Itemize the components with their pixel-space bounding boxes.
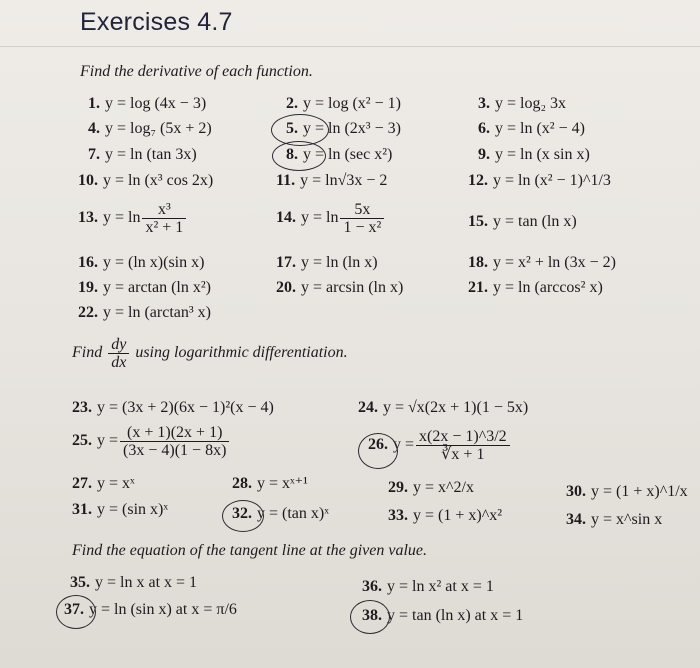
exercise-37: 37. y = ln (sin x) at x = π/6: [64, 601, 237, 618]
exercise-23: 23. y = (3x + 2)(6x − 1)²(x − 4): [72, 399, 274, 416]
exercise-15: 15. y = tan (ln x): [468, 213, 577, 230]
exercise-22: 22. y = ln (arctan³ x): [78, 304, 211, 321]
exercise-3: 3. y = log₂ 3x: [478, 95, 567, 112]
exercise-6: 6. y = ln (x² − 4): [478, 120, 585, 137]
exercise-29: 29. y = x^2/x: [388, 479, 474, 496]
exercise-31: 31. y = (sin x)ˣ: [72, 501, 168, 518]
exercise-35: 35. y = ln x at x = 1: [70, 574, 198, 591]
exercise-28: 28. y = xˣ⁺¹: [232, 475, 308, 492]
exercise-12: 12. y = ln (x² − 1)^1/3: [468, 172, 611, 189]
exercise-27: 27. y = xˣ: [72, 475, 135, 492]
exercise-17: 17. y = ln (ln x): [276, 254, 378, 271]
exercise-18: 18. y = x² + ln (3x − 2): [468, 254, 616, 271]
exercise-33: 33. y = (1 + x)^x²: [388, 507, 503, 524]
tangent-instruction: Find the equation of the tangent line at the given value.: [72, 542, 428, 559]
exercise-10: 10. y = ln (x³ cos 2x): [78, 172, 214, 189]
fraction: $\frac{5x}{\text{1 − x²}}$: [340, 201, 384, 236]
exercise-8: 8. y = ln (sec x²): [286, 146, 393, 163]
exercise-36: 36. y = ln x² at x = 1: [362, 578, 494, 595]
exercise-26: 26. y = $\frac{x(2x - 1)\^{}3/2}{∛x + 1}$: [368, 428, 512, 463]
exercise-30: 30. y = (1 + x)^1/x: [566, 483, 688, 500]
derivative-instruction: Find the derivative of each function.: [80, 63, 313, 80]
exercise-16: 16. y = (ln x)(sin x): [78, 254, 205, 271]
exercise-13: 13. y = ln $\frac{\text{x³}}{\text{x² + 1}}$: [78, 201, 188, 236]
logdiff-instruction: Find $\frac{dy}{dx}$ using logarithmic differentiation.: [72, 336, 348, 371]
exercise-25: 25. y = $\frac{(x + 1)(2x + 1)}{(3x - 4)(1 - 8x)}$: [72, 424, 231, 459]
fraction: $\frac{x(2x - 1)\^{}3/2}{∛x + 1}$: [416, 428, 510, 463]
exercise-24: 24. y = √x(2x + 1)(1 − 5x): [358, 399, 529, 416]
exercise-9: 9. y = ln (x sin x): [478, 146, 590, 163]
exercise-2: 2. y = log (x² − 1): [286, 95, 401, 112]
exercise-1: 1. y = log (4x − 3): [88, 95, 207, 112]
exercise-5: 5. y = ln (2x³ − 3): [286, 120, 401, 137]
exercise-32: 32. y = (tan x)ˣ: [232, 505, 329, 522]
exercise-19: 19. y = arctan (ln x²): [78, 279, 211, 296]
dy-dx-fraction: $\frac{dy}{dx}$: [108, 336, 129, 371]
exercise-21: 21. y = ln (arccos² x): [468, 279, 603, 296]
exercise-11: 11. y = ln√3x − 2: [276, 172, 388, 189]
section-heading: Exercises 4.7: [80, 8, 233, 36]
exercise-34: 34. y = x^sin x: [566, 511, 663, 528]
exercise-14: 14. y = ln $\frac{5x}{\text{1 − x²}}$: [276, 201, 386, 236]
exercise-7: 7. y = ln (tan 3x): [88, 146, 197, 163]
page-rule: [0, 46, 700, 47]
fraction: $\frac{(x + 1)(2x + 1)}{(3x - 4)(1 - 8x)}$: [120, 424, 229, 459]
exercise-38: 38. y = tan (ln x) at x = 1: [362, 607, 524, 624]
fraction: $\frac{\text{x³}}{\text{x² + 1}}$: [142, 201, 186, 236]
exercise-20: 20. y = arcsin (ln x): [276, 279, 404, 296]
exercise-4: 4. y = log₇ (5x + 2): [88, 120, 212, 137]
